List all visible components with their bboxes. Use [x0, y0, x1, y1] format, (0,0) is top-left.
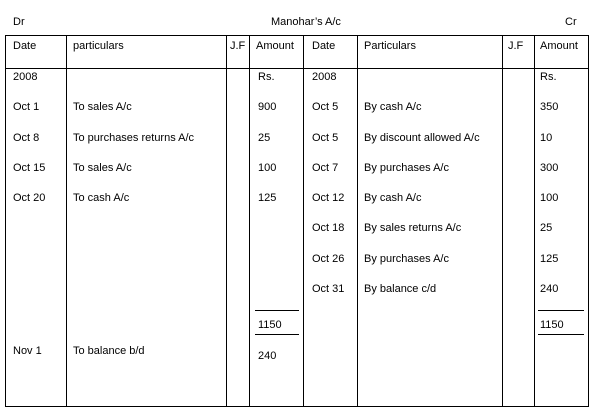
header-credit-jf: J.F	[508, 40, 524, 52]
col-divider-center	[303, 36, 304, 406]
header-row-divider	[6, 68, 588, 69]
credit-amount: 10	[540, 132, 553, 144]
credit-particulars: By cash A/c	[364, 101, 422, 113]
debit-date: Oct 8	[13, 132, 40, 144]
header-credit-date: Date	[312, 40, 336, 52]
credit-date: Oct 31	[312, 283, 345, 295]
col-divider	[226, 36, 227, 406]
credit-particulars: By cash A/c	[364, 192, 422, 204]
credit-particulars: By sales returns A/c	[364, 222, 462, 234]
credit-particulars: By balance c/d	[364, 283, 437, 295]
credit-date: Oct 5	[312, 101, 339, 113]
balance-bd-amount: 240	[258, 350, 277, 362]
col-divider	[66, 36, 67, 406]
debit-date: Oct 15	[13, 162, 46, 174]
credit-amount: Rs.	[540, 71, 557, 83]
col-divider	[357, 36, 358, 406]
credit-date: Oct 18	[312, 222, 345, 234]
balance-bd-date: Nov 1	[13, 345, 42, 357]
credit-date: Oct 26	[312, 253, 345, 265]
debit-particulars: To sales A/c	[73, 101, 132, 113]
header-debit-amount: Amount	[256, 40, 294, 52]
header-credit-particulars: Particulars	[364, 40, 416, 52]
ledger-table	[5, 35, 589, 407]
credit-total: 1150	[540, 319, 564, 331]
credit-amount: 350	[540, 101, 559, 113]
debit-total-rule-bottom	[255, 334, 299, 335]
credit-amount: 240	[540, 283, 559, 295]
debit-particulars: To purchases returns A/c	[73, 132, 195, 144]
credit-particulars: By purchases A/c	[364, 253, 449, 265]
col-divider	[502, 36, 503, 406]
header-credit-amount: Amount	[540, 40, 578, 52]
debit-amount: Rs.	[258, 71, 275, 83]
credit-date: Oct 12	[312, 192, 345, 204]
debit-date: 2008	[13, 71, 38, 83]
debit-total: 1150	[258, 319, 282, 331]
balance-bd-particulars: To balance b/d	[73, 345, 145, 357]
credit-amount: 25	[540, 222, 553, 234]
credit-amount: 300	[540, 162, 559, 174]
debit-amount: 100	[258, 162, 277, 174]
cr-label: Cr	[565, 16, 577, 28]
debit-amount: 900	[258, 101, 277, 113]
account-title: Manohar’s A/c	[271, 16, 341, 28]
debit-particulars: To sales A/c	[73, 162, 132, 174]
credit-particulars: By discount allowed A/c	[364, 132, 480, 144]
debit-date: Oct 20	[13, 192, 46, 204]
col-divider	[249, 36, 250, 406]
col-divider	[534, 36, 535, 406]
credit-total-rule-bottom	[538, 334, 584, 335]
credit-amount: 125	[540, 253, 559, 265]
header-debit-date: Date	[13, 40, 37, 52]
credit-date: Oct 5	[312, 132, 339, 144]
debit-particulars: To cash A/c	[73, 192, 130, 204]
debit-total-rule-top	[255, 310, 299, 311]
debit-amount: 25	[258, 132, 271, 144]
credit-date: Oct 7	[312, 162, 339, 174]
credit-particulars: By purchases A/c	[364, 162, 449, 174]
debit-amount: 125	[258, 192, 277, 204]
credit-total-rule-top	[538, 310, 584, 311]
credit-date: 2008	[312, 71, 337, 83]
credit-amount: 100	[540, 192, 559, 204]
dr-label: Dr	[13, 16, 25, 28]
header-debit-particulars: particulars	[73, 40, 124, 52]
debit-date: Oct 1	[13, 101, 40, 113]
header-debit-jf: J.F	[230, 40, 246, 52]
